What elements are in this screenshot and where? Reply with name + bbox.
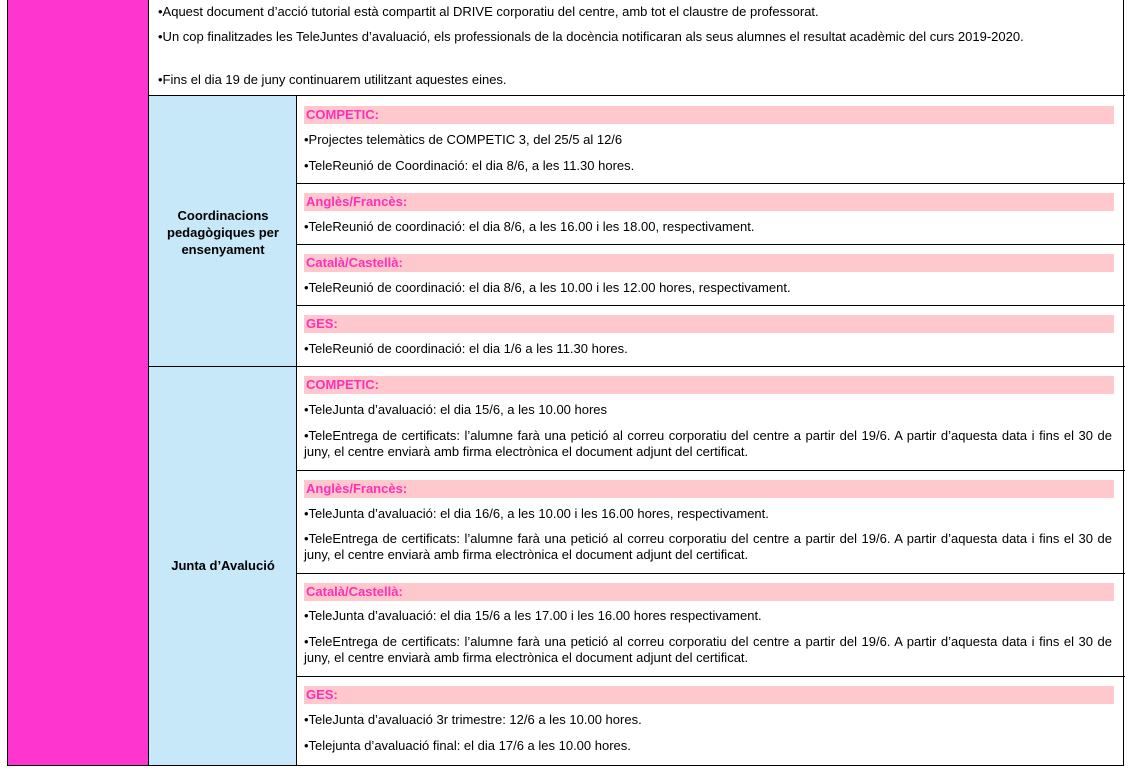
group-header: Anglès/Francès:	[306, 194, 408, 209]
group-header: Català/Castellà:	[306, 584, 403, 599]
row-divider	[296, 470, 1125, 471]
intro-line-3: •Fins el dia 19 de juny continuarem utilitzant aquestes eines.	[158, 72, 507, 87]
row-divider	[296, 305, 1125, 306]
list-item: •TeleReunió de coordinació: el dia 8/6, a les 16.00 i les 18.00, respectivament.	[304, 219, 755, 234]
document-table	[7, 0, 1124, 766]
group-header-bar	[304, 480, 1114, 498]
group-header-bar	[304, 376, 1114, 394]
list-item: •Telejunta d’avaluació final: el dia 17/6 a les 10.00 hores.	[304, 738, 631, 753]
junta-label: Junta d’Avalució	[171, 558, 275, 573]
list-item: •TeleJunta d’avaluació: el dia 15/6 a les 17.00 i les 16.00 hores respectivament.	[304, 608, 762, 623]
label-divider	[296, 96, 297, 765]
group-header: Català/Castellà:	[306, 255, 403, 270]
list-item: •TeleReunió de coordinació: el dia 8/6, a les 10.00 i les 12.00 hores, respectivament.	[304, 280, 791, 295]
list-item: •TeleReunió de Coordinació: el dia 8/6, a les 11.30 hores.	[304, 158, 635, 173]
group-header-bar	[304, 106, 1114, 124]
group-header: COMPETIC:	[306, 107, 379, 122]
group-header-bar	[304, 193, 1114, 211]
group-header: GES:	[306, 316, 338, 331]
list-item: •TeleJunta d’avaluació 3r trimestre: 12/6 a les 10.00 hores.	[304, 712, 642, 727]
list-item: •TeleJunta d’avaluació: el dia 15/6, a les 10.00 hores	[304, 402, 608, 417]
intro-line-1: •Aquest document d’acció tutorial està compartit al DRIVE corporatiu del centre, amb tot el claustre de professorat.	[158, 4, 819, 19]
row-divider	[296, 183, 1125, 184]
list-item: •TeleEntrega de certificats: l’alumne farà una petició al correu corporatiu del centre a partir del 19/6. A partir d’aquesta data i fins el 30 de juny, el centre enviarà amb firma electrònica el document adjunt del certificat.	[304, 531, 1112, 562]
list-item: •TeleEntrega de certificats: l’alumne farà una petició al correu corporatiu del centre a partir del 19/6. A partir d’aquesta data i fins el 30 de juny, el centre enviarà amb firma electrònica el document adjunt del certificat.	[304, 428, 1112, 459]
list-item: •TeleEntrega de certificats: l’alumne farà una petició al correu corporatiu del centre a partir del 19/6. A partir d’aquesta data i fins el 30 de juny, el centre enviarà amb firma electrònica el document adjunt del certificat.	[304, 634, 1112, 665]
group-header: Anglès/Francès:	[306, 481, 408, 496]
group-header-bar	[304, 583, 1114, 601]
group-header-bar	[304, 254, 1114, 272]
group-header: COMPETIC:	[306, 377, 379, 392]
group-header-bar	[304, 686, 1114, 704]
row-divider	[296, 244, 1125, 245]
list-item: •TeleJunta d’avaluació: el dia 16/6, a les 10.00 i les 16.00 hores, respectivament.	[304, 506, 769, 521]
list-item: •TeleReunió de coordinació: el dia 1/6 a les 11.30 hores.	[304, 341, 628, 356]
list-item: •Projectes telemàtics de COMPETIC 3, del 25/5 al 12/6	[304, 132, 623, 147]
group-header: GES:	[306, 687, 338, 702]
coordinacions-label: Coordinacions pedagògiques per ensenyament	[167, 208, 279, 257]
group-header-bar	[304, 315, 1114, 333]
row-divider	[296, 573, 1125, 574]
row-divider	[296, 676, 1125, 677]
left-pink-column	[8, 0, 148, 765]
intro-line-2: •Un cop finalitzades les TeleJuntes d’avaluació, els professionals de la docència notificaran als seus alumnes el resultat acadèmic del curs 2019-2020.	[158, 29, 1024, 44]
